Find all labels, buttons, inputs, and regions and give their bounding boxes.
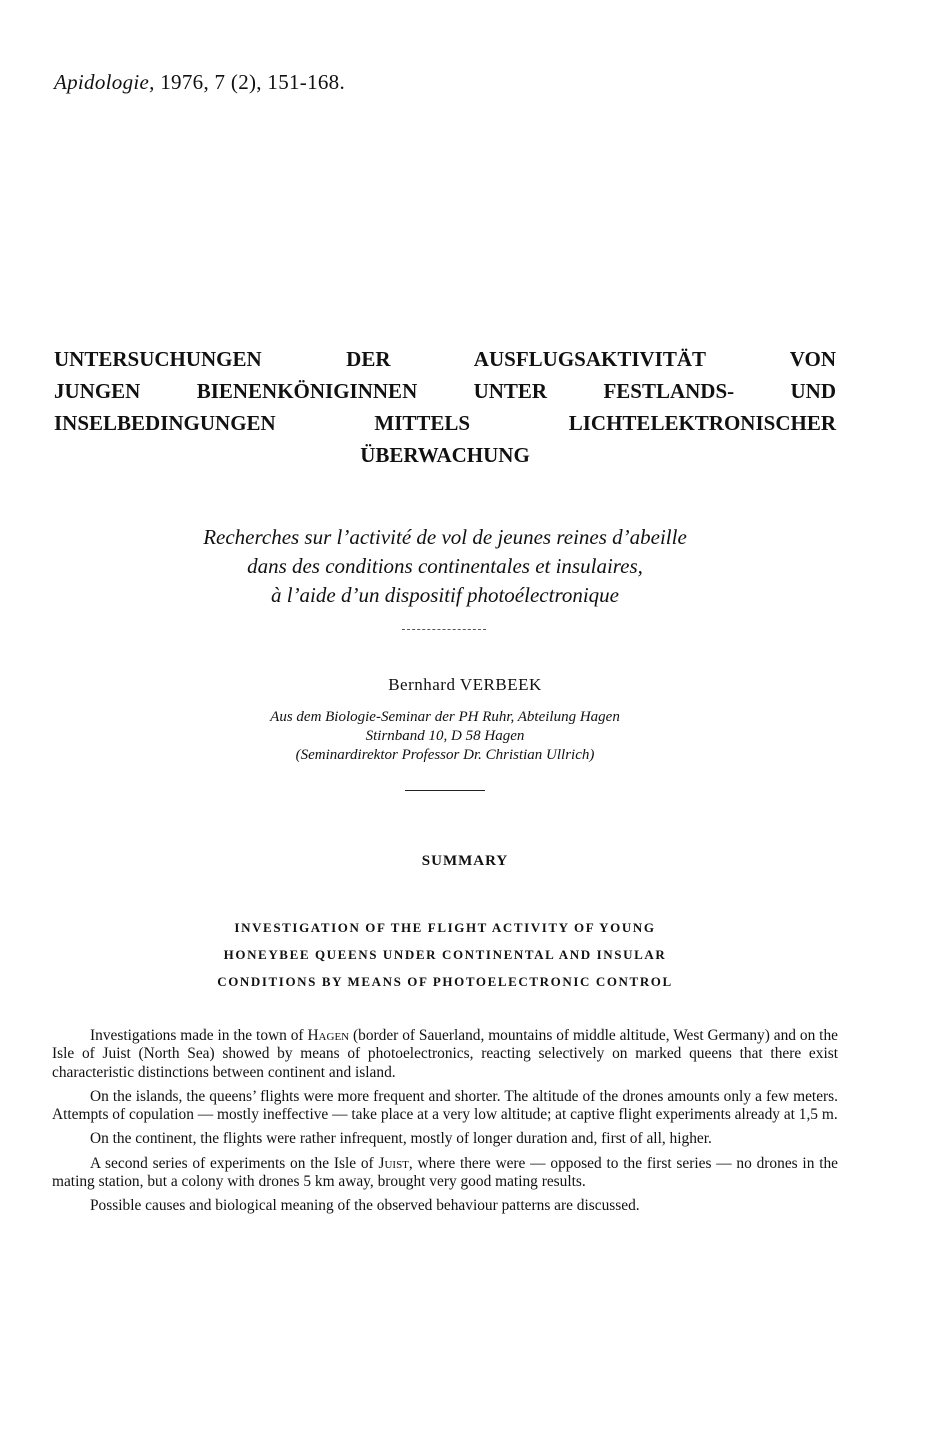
place-name: Juist	[378, 1154, 409, 1172]
article-title	[54, 343, 836, 471]
summary-title-line: INVESTIGATION OF THE FLIGHT ACTIVITY OF YOUNG	[234, 920, 656, 935]
summary-heading: SUMMARY	[421, 853, 509, 869]
text-run: , where there were — opposed to the first series — no drones in the mating station, but a colony with drones 5 km away, brought very good mating results.	[52, 1154, 839, 1191]
french-title-line: dans des conditions continentales et insulaires,	[247, 554, 643, 578]
affiliation-line: Stirnband 10, D 58 Hagen	[365, 728, 525, 744]
summary-paragraph	[52, 1155, 838, 1192]
place-name: Hagen	[307, 1027, 350, 1044]
divider-rule	[405, 790, 485, 791]
divider-dashed	[402, 629, 486, 630]
summary-body	[52, 1027, 838, 1222]
french-title	[100, 523, 790, 610]
title-line: UNTERSUCHUNGEN DER AUSFLUGSAKTIVITÄT VON	[54, 347, 836, 371]
title-line: JUNGEN BIENENKÖNIGINNEN UNTER FESTLANDS- UND	[54, 379, 836, 403]
author-affiliation	[150, 708, 740, 765]
summary-paragraph: On the continent, the flights were rather infrequent, mostly of longer duration and, first of all, higher.	[90, 1130, 712, 1148]
title-line: ÜBERWACHUNG	[360, 443, 530, 467]
french-title-line: Recherches sur l’activité de vol de jeunes reines d’abeille	[203, 525, 687, 549]
author-name: Bernhard VERBEEK	[388, 675, 542, 694]
affiliation-line: (Seminardirektor Professor Dr. Christian Ullrich)	[295, 747, 595, 763]
text-run: (border of Sauerland, mountains of middle altitude, West Germany) and on the Isle of Juist (North Sea) showed by means of photoelectronics, reacting selectively on marked queens that there exist characteristic distinctions between continent and island.	[52, 1027, 838, 1081]
french-title-line: à l’aide d’un dispositif photoélectronique	[270, 583, 619, 607]
summary-title-line: CONDITIONS BY MEANS OF PHOTOELECTRONIC CONTROL	[217, 974, 673, 989]
journal-name: Apidologie,	[54, 70, 155, 94]
affiliation-line: Aus dem Biologie-Seminar der PH Ruhr, Abteilung Hagen	[270, 709, 620, 725]
citation-details: 1976, 7 (2), 151-168.	[154, 70, 346, 94]
text-run: A second series of experiments on the Isle of	[90, 1154, 379, 1172]
summary-paragraph: On the islands, the queens’ flights were more frequent and shorter. The altitude of the drones amounts only a few meters. Attempts of copulation — mostly ineffective — take place at a very low altitude; at captive flight experiments already at 1,5 m.	[52, 1087, 838, 1124]
summary-title	[150, 914, 740, 995]
summary-title-line: HONEYBEE QUEENS UNDER CONTINENTAL AND INSULAR	[223, 947, 667, 962]
summary-paragraph: Possible causes and biological meaning of the observed behaviour patterns are discussed.	[90, 1197, 640, 1215]
summary-paragraph	[52, 1027, 838, 1082]
text-run: Investigations made in the town of	[90, 1027, 308, 1044]
journal-citation	[54, 70, 345, 95]
title-line: INSELBEDINGUNGEN MITTELS LICHTELEKTRONISCHER	[54, 411, 836, 435]
